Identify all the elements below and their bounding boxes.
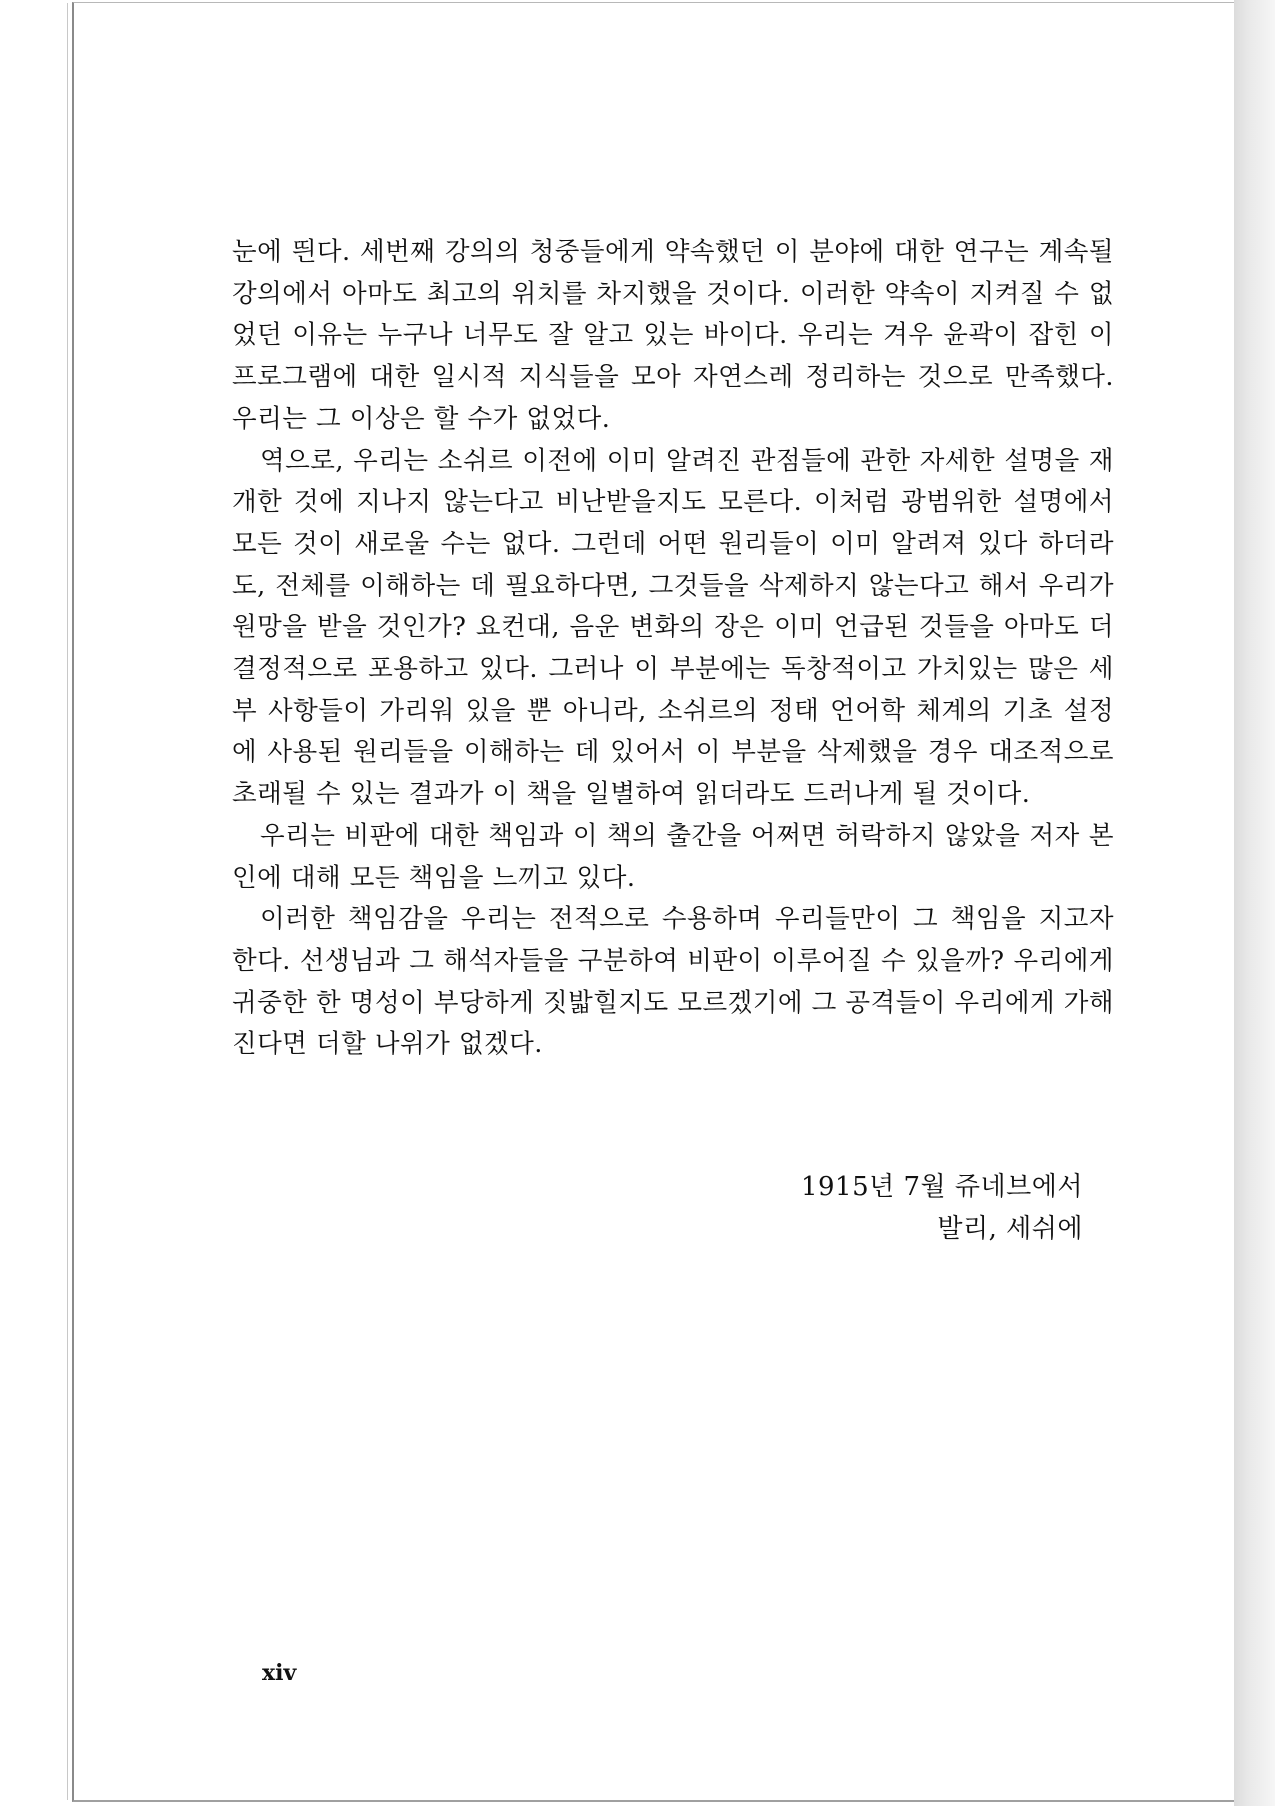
signature-date-place: 1915년 7월 쥬네브에서 <box>800 1172 1083 1202</box>
paragraph-1: 눈에 띈다. 세번째 강의의 청중들에게 약속했던 이 분야에 대한 연구는 계속될 강의에서 아마도 최고의 위치를 차지했을 것이다. 이러한 약속이 지켜질 수 없었던 이유는 누구나 너무도 잘 알고 있는 바이다. 우리는 겨우 윤곽이 잡힌 이 프로그램에 대한 일시적 지식들을 모아 자연스레 정리하는 것으로 만족했다. 우리는 그 이상은 할 수가 없었다. <box>232 237 1114 434</box>
signature-block <box>801 1166 1083 1250</box>
page-number: xiv <box>262 1660 297 1686</box>
paragraph-4: 이러한 책임감을 우리는 전적으로 수용하며 우리들만이 그 책임을 지고자 한다. 선생님과 그 해석자들을 구분하여 비판이 이루어질 수 있을까? 우리에게 귀중한 한 명성이 부당하게 짓밟힐지도 모르겠기에 그 공격들이 우리에게 가해진다면 더할 나위가 없겠다. <box>232 904 1114 1060</box>
body-text <box>232 232 1114 1066</box>
page-edge-shadow <box>1234 0 1275 1806</box>
paragraph-2: 역으로, 우리는 소쉬르 이전에 이미 알려진 관점들에 관한 자세한 설명을 재개한 것에 지나지 않는다고 비난받을지도 모른다. 이처럼 광범위한 설명에서 모든 것이 새로울 수는 없다. 그런데 어떤 원리들이 이미 알려져 있다 하더라도, 전체를 이해하는 데 필요하다면, 그것들을 삭제하지 않는다고 해서 우리가 원망을 받을 것인가? 요컨대, 음운 변화의 장은 이미 언급된 것들을 아마도 더 결정적으로 포용하고 있다. 그러나 이 부분에는 독창적이고 가치있는 많은 세부 사항들이 가리워 있을 뿐 아니라, 소쉬르의 정태 언어학 체계의 기초 설정에 사용된 원리들을 이해하는 데 있어서 이 부분을 삭제했을 경우 대조적으로 초래될 수 있는 결과가 이 책을 일별하여 읽더라도 드러나게 될 것이다. <box>232 445 1114 810</box>
paragraph-3: 우리는 비판에 대한 책임과 이 책의 출간을 어쩌면 허락하지 않았을 저자 본인에 대해 모든 책임을 느끼고 있다. <box>232 820 1114 893</box>
signature-authors: 발리, 세쉬에 <box>937 1214 1083 1244</box>
